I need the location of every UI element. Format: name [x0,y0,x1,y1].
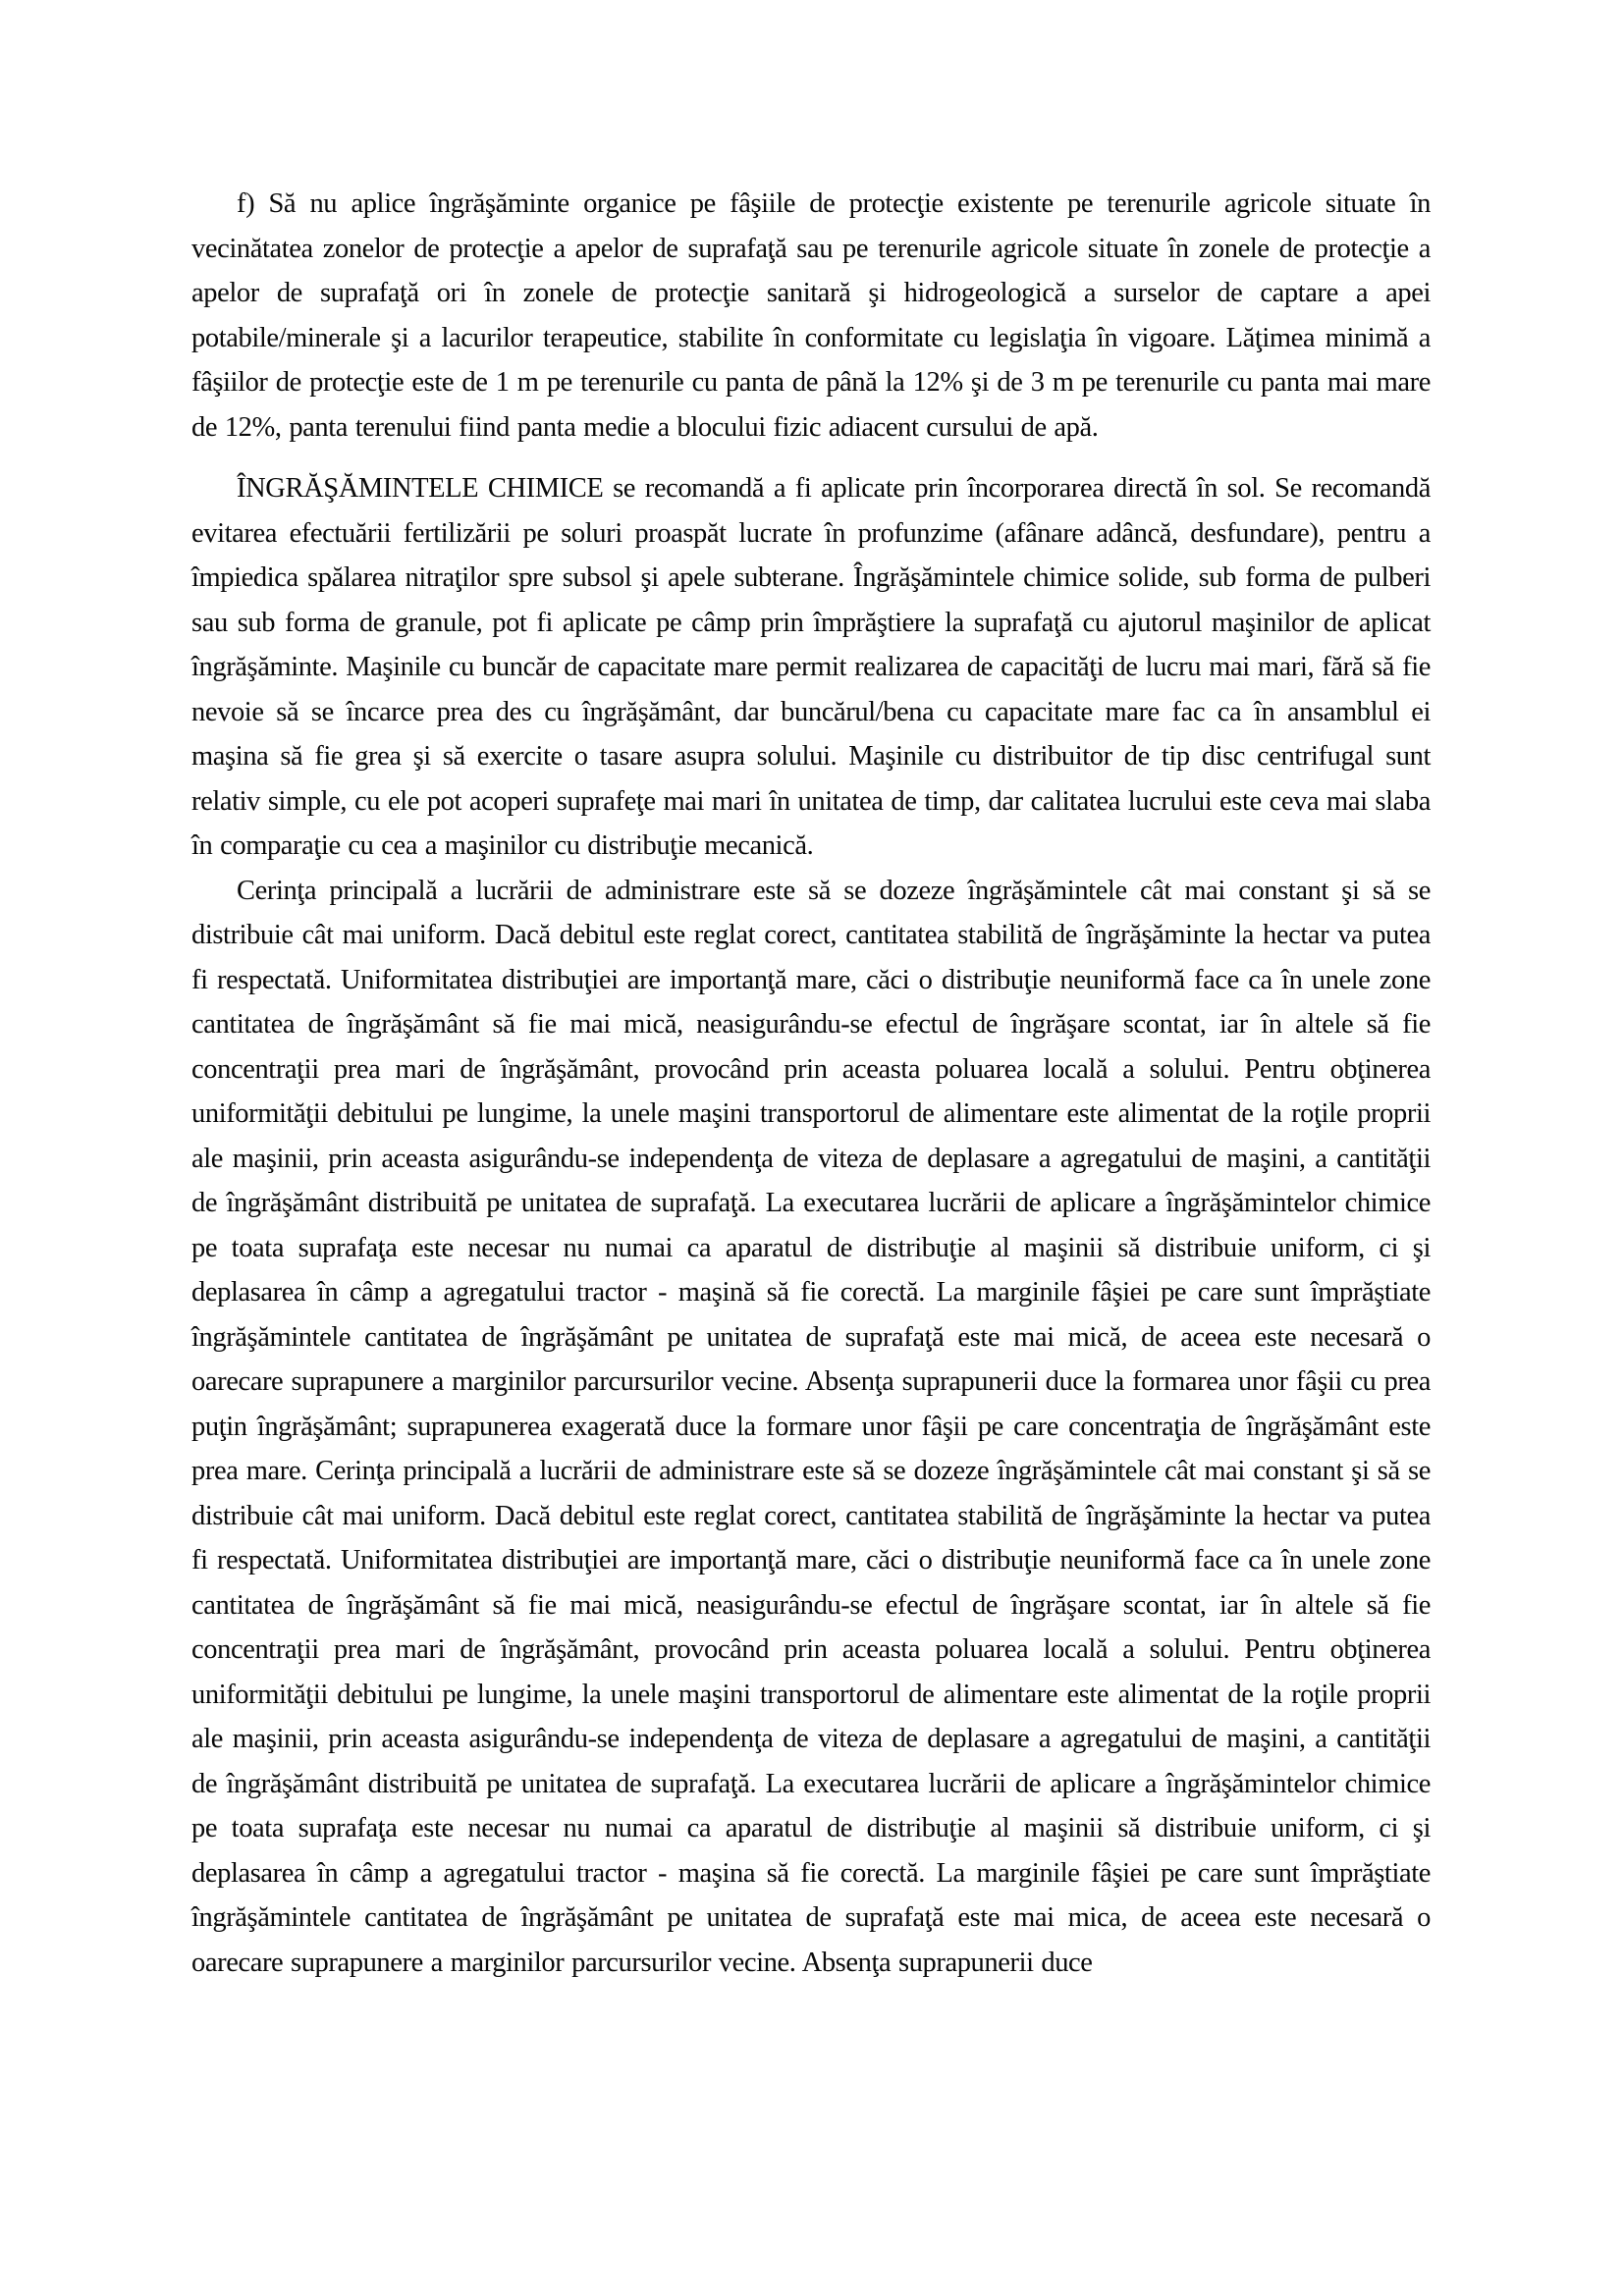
paragraph-distribution-uniformity: Cerinţa principală a lucrării de administrare este să se dozeze îngrăşămintele cât mai constant şi să se distribuie cât mai uniform. Dacă debitul este reglat corect, cantitatea stabilită de îngrăşăminte la hectar va putea fi respectată. Uniformitatea distribuţiei are importanţă mare, căci o distribuţie neuniformă face ca în unele zone cantitatea de îngrăşământ să fie mai mică, neasigurându-se efectul de îngrăşare scontat, iar în altele să fie concentraţii prea mari de îngrăşământ, provocând prin aceasta poluarea locală a solului. Pentru obţinerea uniformităţii debitului pe lungime, la unele maşini transportorul de alimentare este alimentat de la roţile proprii ale maşinii, prin aceasta asigurându-se independenţa de viteza de deplasare a agregatului de maşini, a cantităţii de îngrăşământ distribuită pe unitatea de suprafaţă. La executarea lucrării de aplicare a îngrăşămintelor chimice pe toata suprafaţa este necesar nu numai ca aparatul de distribuţie al maşinii să distribuie uniform, ci şi deplasarea în câmp a agregatului tractor - maşină să fie corectă. La marginile fâşiei pe care sunt împrăştiate îngrăşămintele cantitatea de îngrăşământ pe unitatea de suprafaţă este mai mică, de aceea este necesară o oarecare suprapunere a marginilor parcursurilor vecine. Absenţa suprapunerii duce la formarea unor fâşii cu prea puţin îngrăşământ; suprapunerea exagerată duce la formare unor fâşii pe care concentraţia de îngrăşământ este prea mare. Cerinţa principală a lucrării de administrare este să se dozeze îngrăşămintele cât mai constant şi să se distribuie cât mai uniform. Dacă debitul este reglat corect, cantitatea stabilită de îngrăşăminte la hectar va putea fi respectată. Uniformitatea distribuţiei are importanţă mare, căci o distribuţie neuniformă face ca în unele zone cantitatea de îngrăşământ să fie mai mică, neasigurându-se efectul de îngrăşare scontat, iar în altele să fie concentraţii prea mari de îngrăşământ, provocând prin aceasta poluarea locală a solului. Pentru obţinerea uniformităţii debitului pe lungime, la unele maşini transportorul de alimentare este alimentat de la roţile proprii ale maşinii, prin aceasta asigurându-se independenţa de viteza de deplasare a agregatului de maşini, a cantităţii de îngrăşământ distribuită pe unitatea de suprafaţă. La executarea lucrării de aplicare a îngrăşămintelor chimice pe toata suprafaţa este necesar nu numai ca aparatul de distribuţie al maşinii să distribuie uniform, ci şi deplasarea în câmp a agregatului tractor - maşina să fie corectă. La marginile fâşiei pe care sunt împrăştiate îngrăşămintele cantitatea de îngrăşământ pe unitatea de suprafaţă este mai mica, de aceea este necesară o oarecare suprapunere a marginilor parcursurilor vecine. Absenţa suprapunerii duce [191,875,1431,1978]
paragraph-chemical-fertilizers: ÎNGRĂŞĂMINTELE CHIMICE se recomandă a fi aplicate prin încorporarea directă în sol. Se recomandă evitarea efectuării fertilizării pe soluri proaspăt lucrate în profunzime (afânare adâncă, desfundare), pentru a împiedica spălarea nitraţilor spre subsol şi apele subterane. Îngrăşămintele chimice solide, sub forma de pulberi sau sub forma de granule, pot fi aplicate pe câmp prin împrăştiere la suprafaţă cu ajutorul maşinilor de aplicat îngrăşăminte. Maşinile cu buncăr de capacitate mare permit realizarea de capacităţi de lucru mai mari, fără să fie nevoie să se încarce prea des cu îngrăşământ, dar buncărul/bena cu capacitate mare fac ca în ansamblul ei maşina să fie grea şi să exercite o tasare asupra solului. Maşinile cu distribuitor de tip disc centrifugal sunt relativ simple, cu ele pot acoperi suprafeţe mai mari în unitatea de timp, dar calitatea lucrului este ceva mai slaba în comparaţie cu cea a maşinilor cu distribuţie mecanică. [191,473,1431,861]
paragraph-protection-strips: f) Să nu aplice îngrăşăminte organice pe fâşiile de protecţie existente pe terenurile agricole situate în vecinătatea zonelor de protecţie a apelor de suprafaţă sau pe terenurile agricole situate în zonele de protecţie a apelor de suprafaţă ori în zonele de protecţie sanitară şi hidrogeologică a surselor de captare a apei potabile/minerale şi a lacurilor terapeutice, stabilite în conformitate cu legislaţia în vigoare. Lăţimea minimă a fâşiilor de protecţie este de 1 m pe terenurile cu panta de până la 12% şi de 3 m pe terenurile cu panta mai mare de 12%, panta terenului fiind panta medie a blocului fizic adiacent cursului de apă. [191,188,1431,443]
